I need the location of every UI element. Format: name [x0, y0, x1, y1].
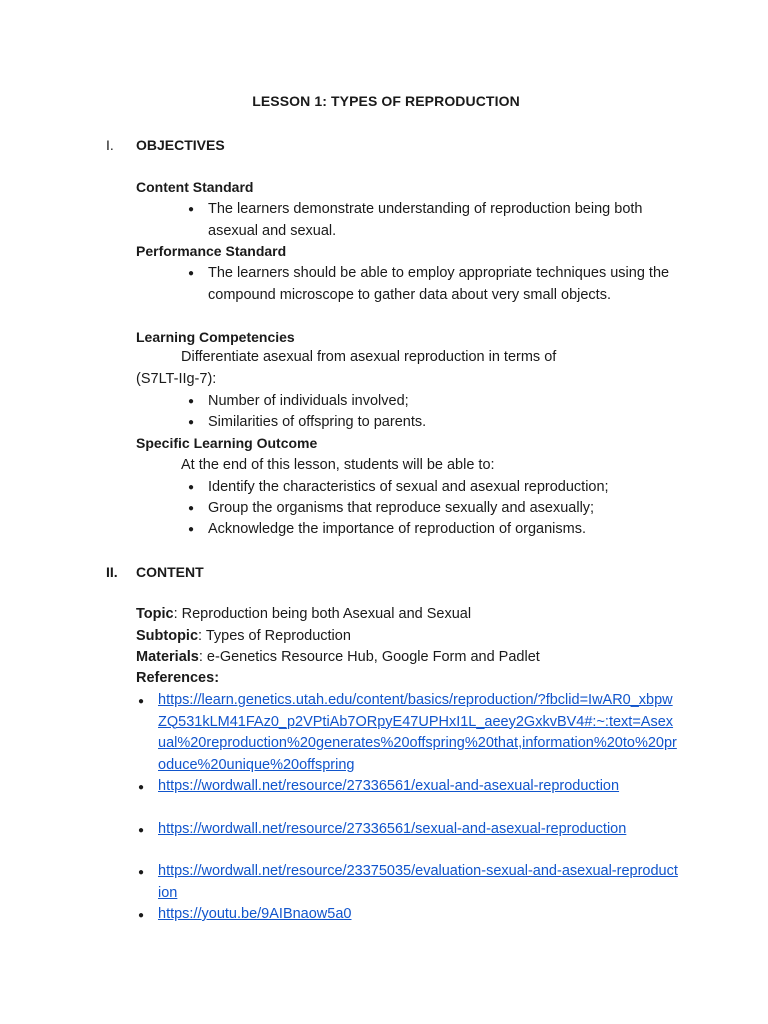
references-line	[136, 668, 219, 690]
bullet-dot: ●	[188, 482, 195, 493]
bullet-dot: ●	[138, 782, 145, 793]
specific-outcome-intro: At the end of this lesson, students will be able to:	[181, 457, 495, 473]
materials-value: : e-Genetics Resource Hub, Google Form and Padlet	[198, 649, 540, 665]
bullet-dot: ●	[138, 825, 145, 836]
section-2-heading: CONTENT	[136, 564, 204, 580]
reference-link-genetics-utah[interactable]: https://learn.genetics.utah.edu/content/basics/reproduction/?fbclid=IwAR0_xbpwZQ531kLM41FAz0_p2VPtiAb7ORpyE47UPHxI1L_aeey2GxkvBV4#:~:text=Asexual%20reproduction%20generates%20offspring%20that,information%20to%20produce%20unique%20offspring	[158, 692, 677, 773]
materials-line	[136, 647, 540, 669]
content-standard-bullet: The learners demonstrate understanding of reproduction being both asexual and sexual.	[208, 201, 643, 239]
topic-value: : Reproduction being both Asexual and Sexual	[173, 606, 472, 622]
bullet-dot: ●	[188, 503, 195, 514]
bullet-dot: ●	[138, 867, 145, 878]
bullet-dot: ●	[138, 696, 145, 707]
section-1-number: I.	[106, 137, 114, 153]
reference-link-wordwall-exual[interactable]: https://wordwall.net/resource/27336561/exual-and-asexual-reproduction	[158, 778, 620, 794]
content-standard-heading: Content Standard	[136, 179, 254, 195]
reference-link-wordwall-evaluation[interactable]: https://wordwall.net/resource/23375035/evaluation-sexual-and-asexual-reproduction	[158, 863, 678, 901]
competency-item: Number of individuals involved;	[208, 393, 409, 409]
topic-line	[136, 604, 471, 626]
performance-standard-heading: Performance Standard	[136, 243, 287, 259]
subtopic-label: Subtopic	[136, 628, 199, 644]
subtopic-line	[136, 626, 351, 648]
reference-link-wordwall-sexual[interactable]: https://wordwall.net/resource/27336561/sexual-and-asexual-reproduction	[158, 821, 627, 837]
competencies-intro-line1: Differentiate asexual from asexual reproduction in terms of	[181, 349, 557, 365]
bullet-dot: ●	[188, 417, 195, 428]
bullet-dot: ●	[188, 268, 195, 279]
section-2-number: II.	[106, 564, 118, 580]
outcome-item: Group the organisms that reproduce sexually and asexually;	[208, 500, 595, 516]
topic-label: Topic	[136, 606, 174, 622]
bullet-dot: ●	[188, 524, 195, 535]
outcome-item: Identify the characteristics of sexual and asexual reproduction;	[208, 479, 609, 495]
reference-link-youtube[interactable]: https://youtu.be/9AIBnaow5a0	[158, 906, 352, 922]
bullet-dot: ●	[188, 396, 195, 407]
materials-label: Materials	[136, 649, 199, 665]
references-colon: :	[214, 670, 220, 686]
references-label: References	[136, 670, 215, 686]
competencies-intro-line2: (S7LT-IIg-7):	[136, 371, 217, 387]
learning-competencies-heading: Learning Competencies	[136, 329, 295, 345]
lesson-title: LESSON 1: TYPES OF REPRODUCTION	[252, 93, 520, 109]
section-1-heading: OBJECTIVES	[136, 137, 225, 153]
bullet-dot: ●	[138, 910, 145, 921]
bullet-dot: ●	[188, 204, 195, 215]
subtopic-value: : Types of Reproduction	[198, 628, 351, 644]
outcome-item: Acknowledge the importance of reproduction of organisms.	[208, 521, 587, 537]
competency-item: Similarities of offspring to parents.	[208, 414, 427, 430]
performance-standard-bullet: The learners should be able to employ appropriate techniques using the compound microscope to gather data about very small objects.	[208, 265, 670, 303]
specific-outcome-heading: Specific Learning Outcome	[136, 435, 318, 451]
